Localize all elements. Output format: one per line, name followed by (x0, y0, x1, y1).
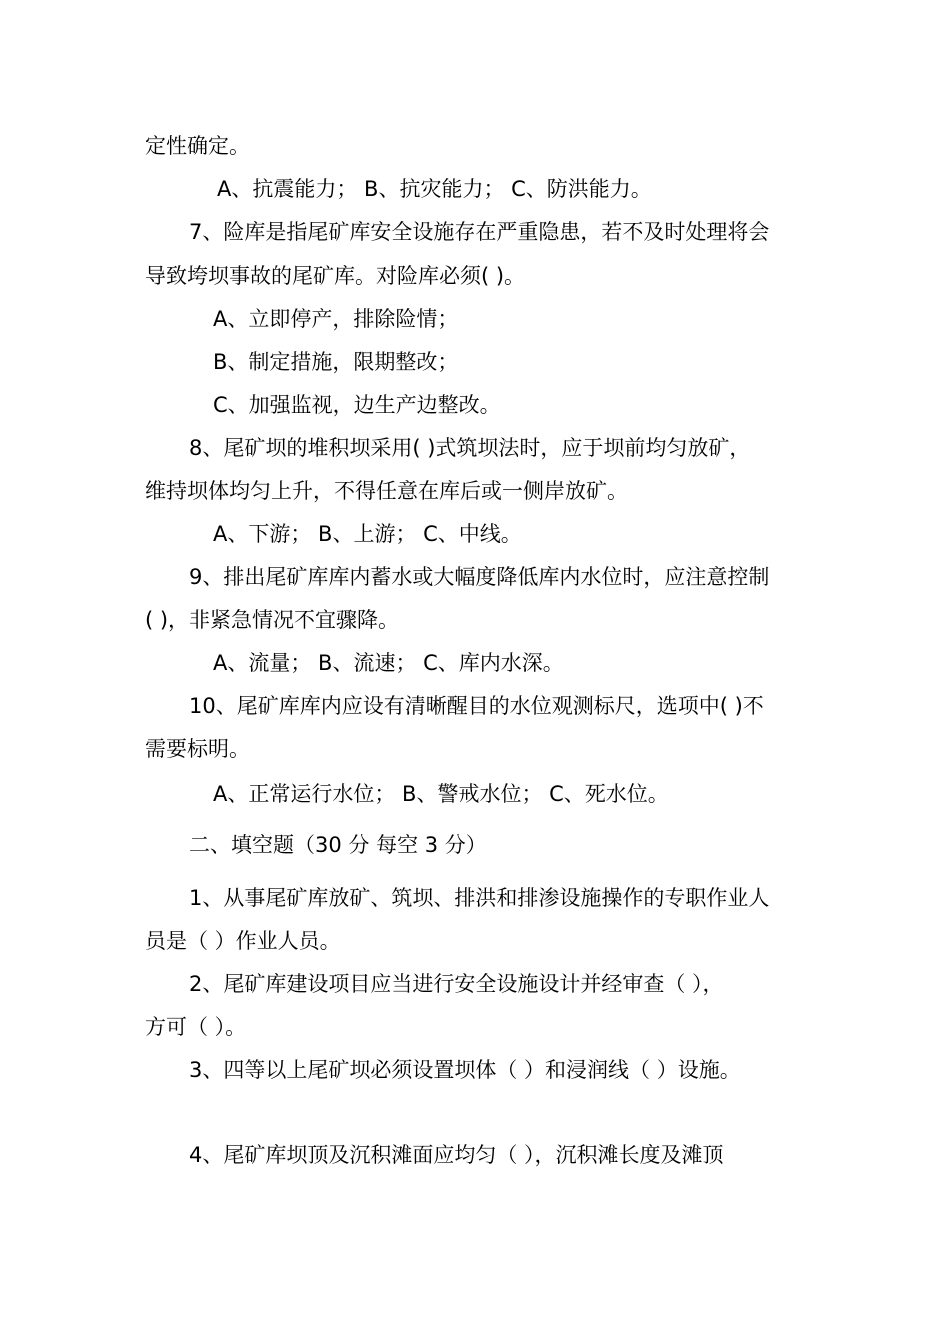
answer-options: A、正常运行水位； B、警戒水位； C、死水位。 (213, 782, 669, 806)
text-line: ( )，非紧急情况不宜骤降。 (145, 608, 400, 632)
fill-question-1: 1、从事尾矿库放矿、筑坝、排洪和排渗设施操作的专职作业人 (189, 886, 770, 910)
answer-option-b: B、制定措施，限期整改； (213, 350, 459, 374)
text-line: 员是（ ）作业人员。 (145, 929, 341, 953)
fill-question-4: 4、尾矿库坝顶及沉积滩面应均匀（ ），沉积滩长度及滩顶 (189, 1143, 724, 1167)
fill-question-3: 3、四等以上尾矿坝必须设置坝体（ ）和浸润线（ ）设施。 (189, 1058, 741, 1082)
question-7: 7、险库是指尾矿库安全设施存在严重隐患，若不及时处理将会 (189, 220, 770, 244)
text-line: 方可（ ）。 (145, 1015, 247, 1039)
answer-option-a: A、立即停产，排除险情； (213, 307, 459, 331)
text-line: 导致垮坝事故的尾矿库。对险库必须( )。 (145, 264, 526, 288)
text-line: 维持坝体均匀上升，不得任意在库后或一侧岸放矿。 (145, 479, 628, 503)
answer-options: A、下游； B、上游； C、中线。 (213, 522, 522, 546)
question-10: 10、尾矿库库内应设有清晰醒目的水位观测标尺，选项中( )不 (189, 694, 764, 718)
section-heading: 二、填空题（30 分 每空 3 分） (189, 833, 487, 857)
text-line: 需要标明。 (145, 737, 250, 761)
answer-option-c: C、加强监视，边生产边整改。 (213, 393, 501, 417)
text-line: 定性确定。 (145, 134, 250, 158)
answer-options: A、流量； B、流速； C、库内水深。 (213, 651, 564, 675)
answer-options: A、抗震能力； B、抗灾能力； C、防洪能力。 (217, 177, 652, 201)
fill-question-2: 2、尾矿库建设项目应当进行安全设施设计并经审查（ ）， (189, 972, 724, 996)
question-9: 9、排出尾矿库库内蓄水或大幅度降低库内水位时，应注意控制 (189, 565, 770, 589)
question-8: 8、尾矿坝的堆积坝采用( )式筑坝法时，应于坝前均匀放矿， (189, 436, 751, 460)
